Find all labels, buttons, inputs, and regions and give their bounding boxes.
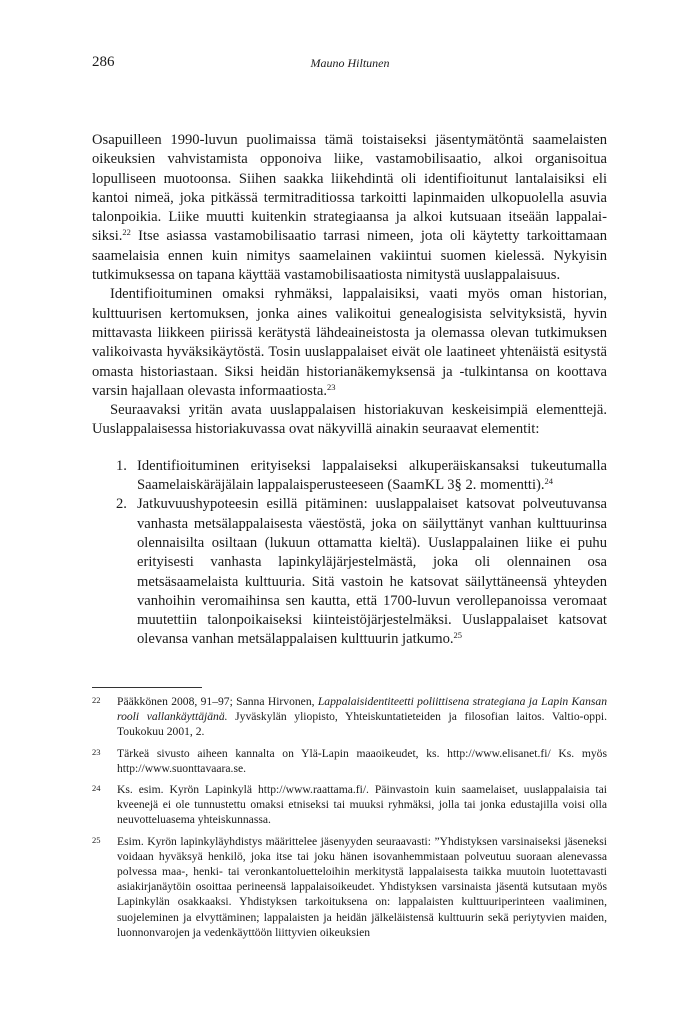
numbered-list	[92, 457, 607, 650]
text-run: Osapuilleen 1990-luvun puolimaissa tämä toistaiseksi jäsentymätöntä saamelaisten oikeuksien vahvistamista opponoiva liike, vastamobilisaatio, alkoi organisoitua lopulliseen muotoonsa. Siihen saakka liikehdintä oli identifioitunut lantalaisiksi eli kantoi nimeä, joka pitkässä termitraditiossa tarkoitti lapinmaiden ulkopuolella asuvia talonpoikia. Liike muutti kuitenkin strategiaansa ja alkoi kutsuaan itseään lappalaisiksi.	[92, 132, 607, 245]
list-item	[92, 495, 607, 649]
footnote-text	[117, 783, 607, 826]
footnote-divider	[92, 687, 202, 688]
paragraph-1	[92, 131, 607, 285]
footnote	[92, 694, 607, 740]
italic-title: Lappalaisidentiteetti poliittisena strategiana ja Lapin Kansan rooli vallankäyttäjänä.	[117, 695, 607, 724]
text-run: Tärkeä sivusto aiheen kannalta on Ylä-Lapin maaoikeudet, ks. http://www.elisanet.fi/ Ks. myös http://www.suonttavaara.se.	[117, 746, 607, 775]
footnote-reference: 24	[544, 476, 554, 487]
paragraph-2	[92, 285, 607, 401]
paragraph-3	[92, 401, 607, 440]
footnote-number: 25	[92, 834, 101, 845]
list-item-number: 2.	[116, 496, 127, 513]
text-run: Esim. Kyrön lapinkyläyhdistys määrittelee jäsenyyden seuraavasti: ”Yhdistyksen varsinaiseksi jäseneksi voidaan hyväksyä henkilö, joka itse tai joku hänen isovanhemmistaan polveutuu suoraan alenevassa polvessa maa-, henki- tai veronkantoluetteloihin merkitystä lappalaisesta taikka muutoin luotettavasti asiakirjanäytöin osoittaa perineensä lappalaisoikeudet. Yhdistyksen varsinaista jäsentä kutsutaan myös Lapinkylän osakkaaksi. Yhdistyksen tarkoituksena on: lappalaisten kulttuuriperinteen vaaliminen, suojeleminen ja elvyttäminen; lappalaisten ja heidän jälkeläistensä kulttuurin sekä periytyvien maiden, luonnonvarojen ja vedenkäyttöön liittyvien oikeuksien	[117, 834, 607, 939]
page-header	[92, 54, 608, 74]
footnote-number: 24	[92, 783, 101, 794]
footnote-number: 23	[92, 746, 101, 757]
text-run: Itse asiassa vastamobilisaatio tarrasi nimeen, jota oli käytetty tarkoittamaan saamelaisia ennen kuin nimitys saamelainen vakiintui suomen kielessä. Nykyisin tutkimuksessa on tapana käyttää vastamobilisaatiosta nimitystä uuslappalaisuus.	[92, 228, 607, 284]
text-run: Jatkuvuushypoteesin esillä pitäminen: uuslappalaiset katsovat polveutuvansa vanhasta metsälappalaisesta väestöstä, joka on säilyttänyt vanhan kulttuurinsa olennaisilta osiltaan (lukuun ottamatta kieltä). Uuslappalainen liike ei puhu erityisesti vanhasta lapinkyläjärjestelmästä, joka oli olennainen osa metsäsaamelaista kulttuuria. Sitä vastoin he katsovat säilyttäneensä yhteyden vanhoihin veromaihinsa sen kautta, että 1700-luvun verollepanoissa veromaat muutettiin talonpoikaiseksi kiinteistöjärjestelmäksi. Uuslappalaiset katsovat olevansa vanhan metsälappalaisen kulttuurin jatkumo.	[137, 496, 607, 648]
footnote-number: 22	[92, 695, 101, 705]
footnote-reference: 25	[453, 630, 463, 641]
list-item-number: 1.	[116, 457, 127, 474]
text-run: Identifioituminen erityiseksi lappalaiseksi alkuperäiskansaksi tukeutumalla Saamelaiskäräjälain lappalaisperusteeseen (SaamKL 3§ 2. momentti).	[137, 457, 607, 494]
page-number: 286	[92, 54, 115, 70]
list-item	[92, 457, 607, 496]
text-run: Seuraavaksi yritän avata uuslappalaisen historiakuvan keskeisimpiä elementtejä. Uuslappalaisessa historiakuvassa ovat näkyvillä ainakin seuraavat elementit:	[92, 402, 607, 438]
text-run: Ks. esim. Kyrön Lapinkylä http://www.raattama.fi/. Päinvastoin kuin saamelaiset, uuslappalaisia tai kveenejä ei ole tunnustettu omaksi etniseksi tai muuksi ryhmäksi, jolla tai jonka edustajilla voisi olla neuvotteluasema yhteiskunnassa.	[117, 783, 607, 827]
list-item-text	[137, 458, 607, 493]
footnote	[92, 746, 607, 776]
list-item-text	[137, 496, 607, 647]
text-run: Pääkkönen 2008, 91–97; Sanna Hirvonen,	[117, 695, 318, 708]
footnote-reference: 23	[327, 381, 336, 392]
footnotes	[92, 694, 607, 946]
footnote-reference: 22	[122, 227, 131, 238]
running-head: Mauno Hiltunen	[310, 56, 390, 70]
footnote	[92, 782, 607, 828]
footnote-text	[117, 835, 607, 939]
footnote-text	[117, 747, 607, 775]
body-text	[92, 131, 607, 650]
footnote	[92, 834, 607, 940]
text-run: Identifioituminen omaksi ryhmäksi, lappalaisiksi, vaati myös oman historian, kulttuurisen kertomuksen, jonka aines valikoitui genealogisista selvityksistä, hyvin mittavasta liikkeen piirissä kerätystä lähdeaineistosta ja olemassa olevan tutkimuksen valikoivasta hyväksikäytöstä. Tosin uuslappalaiset eivät ole laatineet yhtenäistä esitystä omasta historiastaan. Siksi heidän historianäkemyksensä ja -tulkintansa on koottava varsin hajallaan olevasta informaatiosta.	[92, 286, 607, 399]
footnote-text	[117, 695, 607, 738]
text-run: Jyväskylän yliopisto, Yhteiskuntatieteiden ja filosofian laitos. Valtio-oppi. Toukokuu 2001, 2.	[117, 710, 607, 739]
